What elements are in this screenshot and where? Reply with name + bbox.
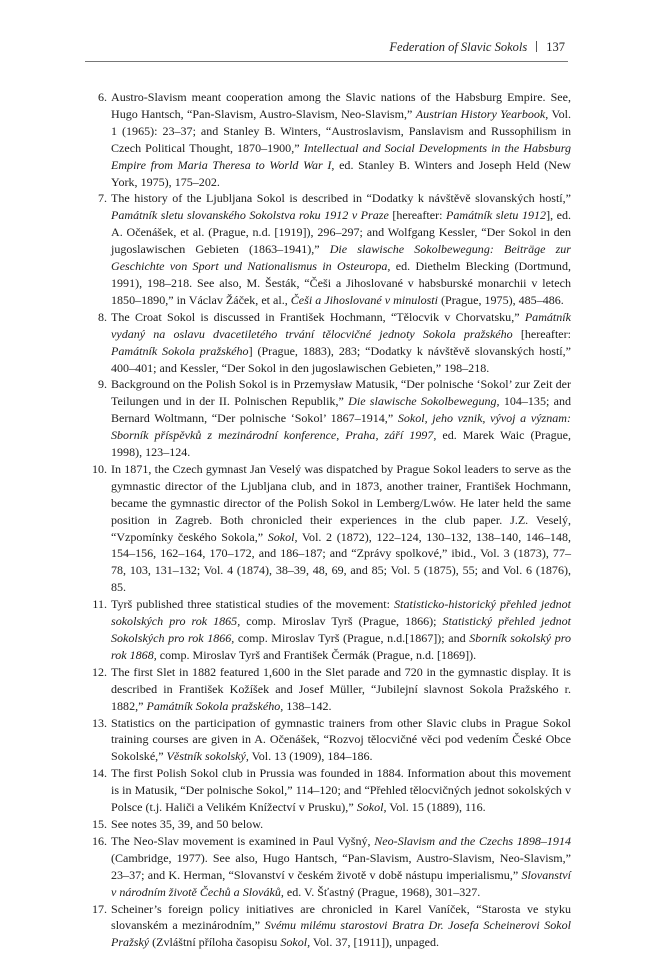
header-rule: [85, 61, 568, 62]
note-text: [111, 462, 571, 594]
note-text: [111, 834, 571, 899]
note-text: [111, 191, 571, 306]
note-text-run: Statistics on the participation of gymnastic trainers from other Slavic clubs in Prague Sokol training courses are given in A. Očenášek, “Rozvoj tělocvičné věci pod vedením České Obce Sokolské,”: [111, 715, 571, 764]
italic-title: Die slawische Sokolbewegung,: [348, 394, 500, 409]
endnote: [85, 715, 571, 766]
note-number: 10.: [91, 461, 107, 476]
note-text: [111, 766, 571, 814]
note-text-run: The history of the Ljubljana Sokol is described in “Dodatky k návštěvě slovanských hostí,”: [111, 191, 571, 206]
header-separator: [536, 41, 537, 52]
italic-title: Statisticko-historický přehled jednot sokolských pro rok 1865,: [111, 597, 571, 629]
note-text-run: The first Slet in 1882 featured 1,600 in the Slet parade and 720 in the gymnastic display. It is described in František Kožíšek and Josef Müller, “Jubilejní slavnost Sokola Pražského r. 1882,”: [111, 664, 571, 713]
endnote: [85, 833, 571, 901]
endnote: [85, 664, 571, 715]
note-text: [111, 665, 571, 713]
italic-title: Intellectual and Social Developments in the Habsburg Empire from Maria Theresa to World War I,: [111, 140, 571, 172]
note-text-run: Vol. 37, [1911]), unpaged.: [310, 935, 440, 950]
note-text-run: comp. Miroslav Tyrš (Prague, 1866);: [240, 614, 443, 629]
note-text-run: 138–142.: [283, 698, 332, 713]
italic-title: Sokol,: [356, 800, 387, 815]
italic-title: Neo-Slavism and the Czechs 1898–1914: [374, 833, 571, 848]
running-title: Federation of Slavic Sokols: [389, 40, 528, 54]
note-text-run: The Neo-Slav movement is examined in Paul Vyšný,: [111, 833, 375, 848]
note-text: [111, 310, 571, 375]
italic-title: Austrian History Yearbook,: [415, 106, 549, 121]
note-number: 7.: [97, 191, 107, 206]
note-text: [111, 902, 571, 950]
note-text-run: Tyrš published three statistical studies of the movement:: [111, 597, 395, 612]
italic-title: Sborník sokolský pro rok 1868,: [111, 631, 572, 662]
running-head: [389, 40, 565, 55]
note-text-run: ], ed. A. Očenášek, et al. (Prague, n.d. [1919]), 296–297; and Wolfgang Kessler, “Der Sokol in den jugoslawischen Gebieten (1863–1941),”: [111, 208, 571, 257]
endnote: [85, 596, 571, 664]
note-number: 14.: [91, 766, 107, 781]
note-text-run: ] (Prague, 1883), 283; “Dodatky k návštěvě slovanských hostí,” 400–401; and Kessler, “Der Sokol in den jugoslawischen Gebieten,” 198–218.: [111, 343, 571, 375]
note-text: [111, 817, 263, 831]
italic-title: Svému milému starostovi Bratra Dr. Josefa Scheinerovi Sokol Pražský: [111, 918, 571, 950]
note-text-run: ed. Diethelm Blecking (Dortmund, 1991), 198–218. See also, M. Šesták, “Češi a Jihoslované v habsburské monarchii v letech 1850–1890,” in Václav Žáček, et al.,: [111, 259, 571, 307]
note-text-run: Background on the Polish Sokol is in Przemysław Matusik, “Der polnische ‘Sokol’ zur Zeit der Teilungen und in der II. Polnischen Republik,”: [111, 377, 571, 409]
note-text-run: comp. Miroslav Tyrš (Prague, n.d.[1867]); and: [234, 631, 470, 645]
note-text: [111, 597, 571, 662]
italic-title: Sokol,: [280, 935, 311, 950]
italic-title: Češi a Jihoslované v minulosti: [290, 292, 438, 307]
italic-title: Statistický přehled jednot Sokolských pro rok 1866,: [111, 614, 571, 645]
note-text-run: The first Polish Sokol club in Prussia was founded in 1884. Information about this movement is in Matusik, “Der polnische Sokol,” 114–120; and “Přehled tělocvičných jednot sokolských v Polsce (t.j. Haliči a Velikém Knížectví v Prusku),”: [111, 766, 571, 815]
note-text-run: Vol. 15 (1889), 116.: [386, 800, 486, 815]
note-text-run: ed. V. Šťastný (Prague, 1968), 301–327.: [283, 884, 481, 899]
italic-title: Die slawische Sokolbewegung: Beiträge zur Geschichte von Sport und Nationalismus in Osteuropa,: [111, 242, 571, 274]
note-text-run: (Prague, 1975), 485–486.: [438, 292, 564, 307]
italic-title: Památník sletu slovanského Sokolstva roku 1912 v Praze: [111, 208, 389, 223]
note-text-run: [hereafter:: [388, 208, 446, 223]
note-number: 17.: [91, 901, 107, 916]
note-text-run: Vol. 2 (1872), 122–124, 130–132, 138–140, 146–148, 154–156, 162–164, 170–172, and 186–187; and “Zprávy spolkové,” ibid., Vol. 3 (1873), 77–78, 103, 131–132; Vol. 4 (1874), 38–39, 48, 69, and 85; Vol. 5 (1875), 55; and Vol. 6 (1876), 85.: [111, 529, 572, 595]
note-text-run: In 1871, the Czech gymnast Jan Veselý was dispatched by Prague Sokol leaders to serve as the gymnastic director of the Ljubljana club, and in 1873, another trainer, František Hochmann, became the gymnastic director of the Polish Sokol in Lemberg/Lwów. He later held the same position in Zagreb. Both chronicled their experiences in the club paper. J.Z. Veselý, “Vzpomínky českého Sokola,”: [111, 461, 571, 544]
endnote: [85, 309, 571, 377]
italic-title: Věstník sokolský,: [166, 749, 249, 764]
note-number: 8.: [97, 309, 107, 324]
italic-title: Sokol, jeho vznik, vývoj a význam: Sborník příspěvků z mezinárodní konference, Praha, září 1997,: [111, 411, 571, 443]
note-text-run: (Zvláštní příloha časopisu: [149, 935, 281, 950]
endnote: [85, 461, 571, 596]
note-number: 6.: [97, 90, 107, 104]
note-text: [111, 90, 571, 189]
italic-title: Památník sletu 1912: [446, 208, 547, 223]
note-text-run: Scheiner’s foreign policy initiatives are chronicled in Karel Vaníček, “Starosta ve styku slovanském a mezinárodním,”: [111, 901, 571, 933]
note-text: [111, 716, 571, 764]
italic-title: Památník Sokola pražského: [111, 343, 249, 358]
note-text-run: See notes 35, 39, and 50 below.: [111, 816, 264, 831]
italic-title: Slovanství v národním životě Čechů a Slováků,: [111, 867, 571, 899]
note-text-run: Austro-Slavism meant cooperation among the Slavic nations of the Habsburg Empire. See, Hugo Hantsch, “Pan-Slavism, Austro-Slavism, Neo-Slavism,”: [111, 90, 571, 121]
note-number: 13.: [91, 715, 107, 730]
note-text-run: The Croat Sokol is discussed in František Hochmann, “Tělocvik v Chorvatsku,”: [111, 309, 525, 324]
note-number: 16.: [91, 833, 107, 848]
note-text-run: ed. Marek Waic (Prague, 1998), 123–124.: [111, 428, 571, 460]
note-text-run: 104–135; and Bernard Woltmann, “Der polnische ‘Sokol’ 1867–1914,”: [111, 394, 571, 426]
note-text-run: ed. Stanley B. Winters and Joseph Held (New York, 1975), 175–202.: [111, 157, 571, 189]
note-text-run: [hereafter:: [512, 326, 572, 341]
endnote: [85, 89, 571, 190]
note-number: 12.: [91, 664, 107, 679]
note-text-run: Vol. 1 (1965): 23–37; and Stanley B. Winters, “Austroslavism, Panslavism and Russophilism in Czech Political Thought, 1870–1900,”: [111, 106, 572, 155]
endnote: [85, 190, 571, 308]
endnote: [85, 816, 571, 833]
note-number: 11.: [92, 597, 107, 612]
page-number: 137: [546, 40, 565, 54]
note-text-run: Vol. 13 (1909), 184–186.: [248, 749, 373, 764]
endnote: [85, 901, 571, 952]
italic-title: Památník vydaný na oslavu dvacetiletého trvání tělocvičné jednoty Sokola pražského: [111, 309, 571, 341]
endnote: [85, 765, 571, 816]
endnote: [85, 376, 571, 461]
note-text: [111, 377, 571, 459]
note-text-run: comp. Miroslav Tyrš and František Čermák (Prague, n.d. [1869]).: [156, 647, 477, 662]
endnotes-list: [85, 89, 571, 951]
italic-title: Sokol,: [267, 529, 298, 544]
note-text-run: (Cambridge, 1977). See also, Hugo Hantsch, “Pan-Slavism, Austro-Slavism, Neo-Slavism,” 23–37; and K. Herman, “Slovanství v českém životě v době nástupu imperialismu,”: [111, 850, 571, 882]
italic-title: Památník Sokola pražského,: [146, 698, 284, 713]
note-number: 9.: [97, 377, 107, 392]
note-number: 15.: [91, 816, 107, 831]
